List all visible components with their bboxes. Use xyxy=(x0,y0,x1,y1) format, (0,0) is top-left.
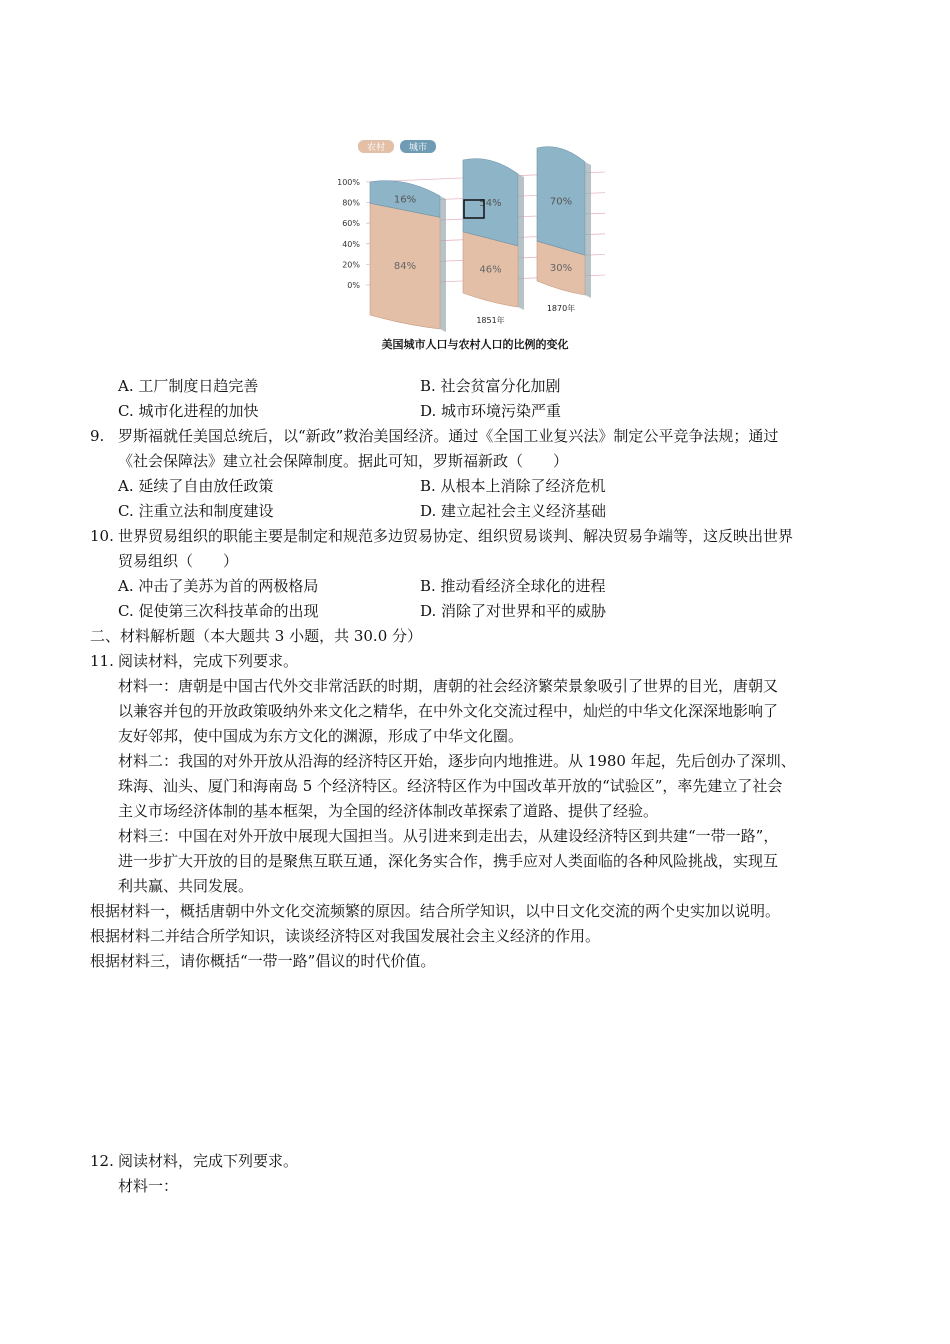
q10-option-a[interactable]: A. 冲击了美苏为首的两极格局 xyxy=(118,577,319,595)
chart-title: 美国城市人口与农村人口的比例的变化 xyxy=(381,338,569,351)
category-label-2: 1870年 xyxy=(546,304,576,313)
q8-option-c[interactable]: C. 城市化进程的加快 xyxy=(118,402,259,420)
q9-option-b[interactable]: B. 从根本上消除了经济危机 xyxy=(420,477,606,495)
y-tick-60: 60% xyxy=(342,219,360,229)
y-tick-0: 0% xyxy=(347,281,360,290)
q12-material1: 材料一： xyxy=(118,1177,179,1195)
q9-option-d[interactable]: D. 建立起社会主义经济基础 xyxy=(420,502,607,520)
value-label-urban-2: 70% xyxy=(549,196,573,208)
category-label-1: 1851年 xyxy=(476,316,505,325)
q10-option-d[interactable]: D. 消除了对世界和平的威胁 xyxy=(420,602,607,620)
q11-ask3: 根据材料三，请你概括“一带一路”倡议的时代价值。 xyxy=(90,952,436,970)
bar-side-0 xyxy=(440,196,446,332)
q11-number: 11. xyxy=(90,652,114,670)
bar-side-1 xyxy=(518,174,524,310)
q9-option-c[interactable]: C. 注重立法和制度建设 xyxy=(118,502,274,520)
q10-option-c[interactable]: C. 促使第三次科技革命的出现 xyxy=(118,602,319,620)
y-tick-20: 20% xyxy=(342,260,360,270)
q8-option-b[interactable]: B. 社会贫富分化加剧 xyxy=(420,377,561,395)
legend-label-rural: 农村 xyxy=(366,143,386,153)
q9-option-a[interactable]: A. 延续了自由放任政策 xyxy=(118,477,274,495)
q11-material1-line2: 以兼容并包的开放政策吸纳外来文化之精华，在中外文化交流过程中，灿烂的中华文化深深地影响了 xyxy=(118,702,779,720)
y-tick-40: 40% xyxy=(342,239,360,249)
y-tick-80: 80% xyxy=(342,198,360,208)
q12-intro: 阅读材料，完成下列要求。 xyxy=(118,1152,299,1170)
q11-material3-line3: 利共赢、共同发展。 xyxy=(118,877,254,895)
q9-stem-line1: 罗斯福就任美国总统后，以“新政”救治美国经济。通过《全国工业复兴法》制定公平竞争法规；通过 xyxy=(118,427,779,445)
q9-stem-line2: 《社会保障法》建立社会保障制度。据此可知，罗斯福新政（ ） xyxy=(118,452,569,470)
section-two-heading: 二、材料解析题（本大题共 3 小题，共 30.0 分） xyxy=(90,627,423,645)
q11-ask1: 根据材料一，概括唐朝中外文化交流频繁的原因。结合所学知识，以中日文化交流的两个史实加以说明。 xyxy=(90,902,781,920)
q11-material2-line1: 材料二：我国的对外开放从沿海的经济特区开始，逐步向内地推进。从 1980 年起，先后创办了深圳、 xyxy=(118,752,796,770)
population-chart xyxy=(330,128,620,358)
value-label-rural-0: 84% xyxy=(393,261,417,273)
population-chart-svg xyxy=(330,128,620,333)
q11-material3-line2: 进一步扩大开放的目的是聚焦互联互通，深化务实合作，携手应对人类面临的各种风险挑战，实现互 xyxy=(118,852,779,870)
q8-option-d[interactable]: D. 城市环境污染严重 xyxy=(420,402,562,420)
q9-number: 9. xyxy=(90,427,105,445)
bar-side-2 xyxy=(585,162,591,298)
q10-stem-line1: 世界贸易组织的职能主要是制定和规范多边贸易协定、组织贸易谈判、解决贸易争端等，这反映出世界 xyxy=(118,527,794,545)
q10-number: 10. xyxy=(90,527,114,545)
value-label-rural-1: 46% xyxy=(479,264,502,276)
q11-material2-line2: 珠海、汕头、厦门和海南岛 5 个经济特区。经济特区作为中国改革开放的“试验区”，率先建立了社会 xyxy=(118,777,783,795)
value-label-urban-0: 16% xyxy=(393,194,417,206)
q11-material3-line1: 材料三：中国在对外开放中展现大国担当。从引进来到走出去，从建设经济特区到共建“一带一路”， xyxy=(118,827,779,845)
q11-material1-line1: 材料一：唐朝是中国古代外交非常活跃的时期，唐朝的社会经济繁荣景象吸引了世界的目光，唐朝又 xyxy=(118,677,779,695)
q11-material1-line3: 友好邻邦，使中国成为东方文化的渊源，形成了中华文化圈。 xyxy=(118,727,524,745)
value-label-rural-2: 30% xyxy=(549,263,573,275)
q10-option-b[interactable]: B. 推动看经济全球化的进程 xyxy=(420,577,606,595)
q12-number: 12. xyxy=(90,1152,114,1170)
q11-intro: 阅读材料，完成下列要求。 xyxy=(118,652,299,670)
legend-label-urban: 城市 xyxy=(408,143,428,153)
q8-option-a[interactable]: A. 工厂制度日趋完善 xyxy=(118,377,259,395)
q11-ask2: 根据材料二并结合所学知识，读谈经济特区对我国发展社会主义经济的作用。 xyxy=(90,927,601,945)
q11-material2-line3: 主义市场经济体制的基本框架，为全国的经济体制改革探索了道路、提供了经验。 xyxy=(118,802,659,820)
value-label-urban-1: 54% xyxy=(479,197,502,209)
y-tick-100: 100% xyxy=(337,178,360,187)
q10-stem-line2: 贸易组织（ ） xyxy=(118,552,239,570)
